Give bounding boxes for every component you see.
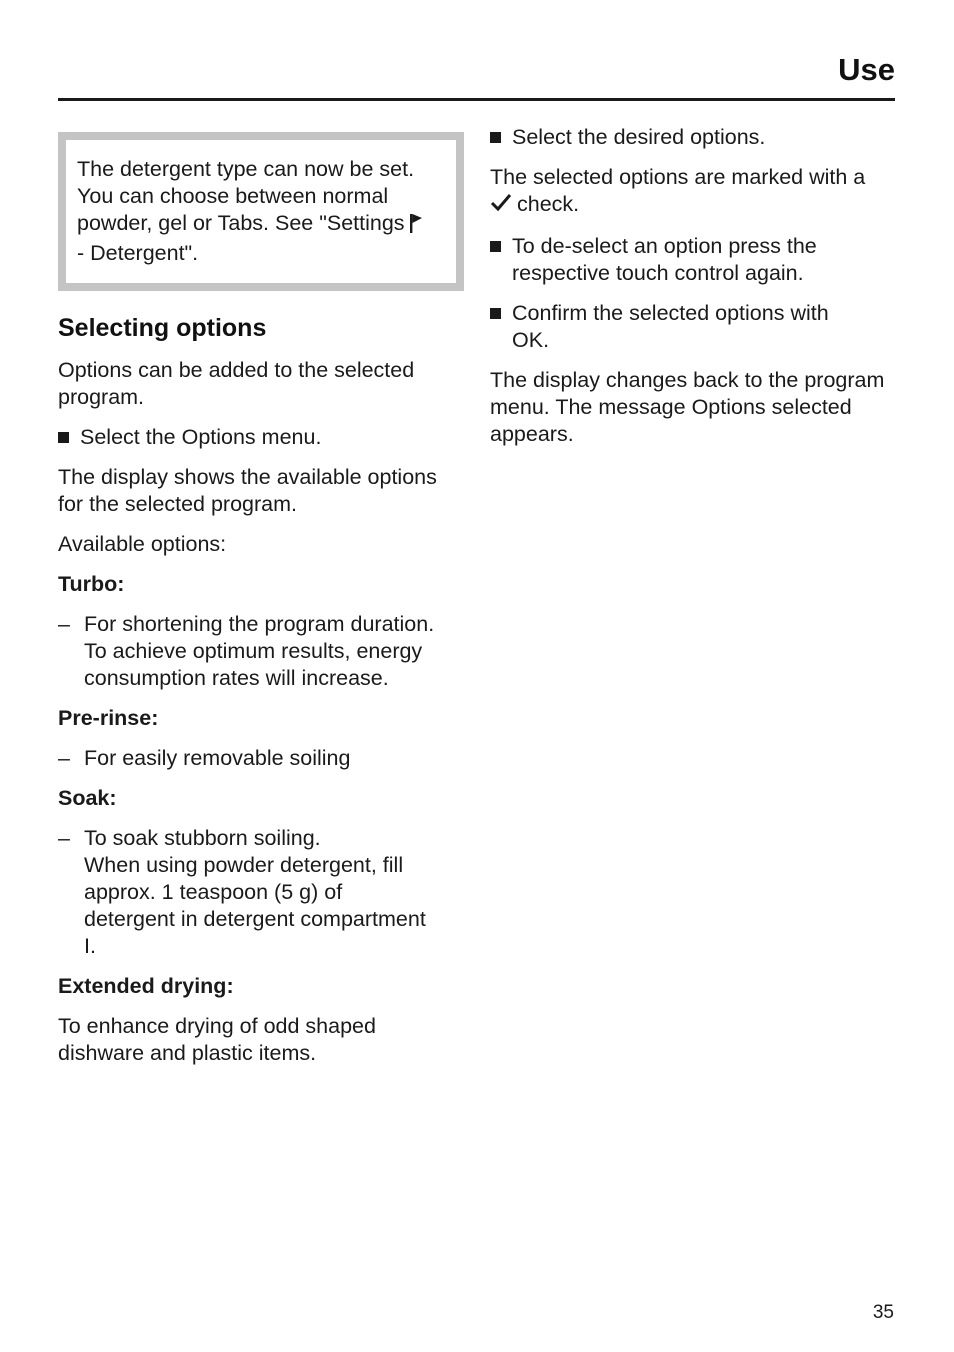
step-deselect-option: To de-select an option press the respective touch control again. <box>490 233 900 287</box>
option-turbo-title: Turbo: <box>58 572 125 596</box>
display-changes-text: The display changes back to the program menu. The message Options selected appears. <box>490 368 885 446</box>
square-bullet-icon <box>490 308 501 319</box>
step-select-desired-options: Select the desired options. <box>490 124 900 151</box>
note-box <box>58 132 464 291</box>
step-confirm-options: Confirm the selected options with OK. <box>490 300 900 354</box>
option-prerinse-desc: – For easily removable soiling <box>58 746 351 770</box>
square-bullet-icon <box>490 241 501 252</box>
option-soak-desc: – To soak stubborn soiling. When using powder detergent, fill approx. 1 teaspoon (5 g) of detergent in detergent compartment I. <box>58 826 426 958</box>
option-turbo-desc: – For shortening the program duration. To achieve optimum results, energy consumption rates will increase. <box>58 612 435 690</box>
page-header-title: Use <box>838 52 895 87</box>
square-bullet-icon <box>58 432 69 443</box>
display-shows-text: The display shows the available options for the selected program. <box>58 465 437 516</box>
section-heading: Selecting options <box>58 314 267 342</box>
option-prerinse-title: Pre-rinse: <box>58 706 159 730</box>
dash-marker: – <box>58 826 70 850</box>
left-column <box>58 132 464 1080</box>
option-soak-title: Soak: <box>58 786 117 810</box>
settings-flag-icon <box>409 213 423 240</box>
header-divider <box>58 98 895 101</box>
step-select-options-menu: Select the Options menu. <box>58 424 464 451</box>
marked-with-check-text: The selected options are marked with a check. <box>490 164 900 220</box>
square-bullet-icon <box>490 132 501 143</box>
check-mark-icon <box>490 193 512 220</box>
option-extended-drying-desc: To enhance drying of odd shaped dishware and plastic items. <box>58 1014 376 1065</box>
dash-marker: – <box>58 746 70 770</box>
page-number: 35 <box>872 1302 894 1323</box>
right-column <box>490 124 900 461</box>
option-extended-drying-title: Extended drying: <box>58 974 234 998</box>
note-text-after-icon: - Detergent". <box>77 241 199 265</box>
dash-marker: – <box>58 612 70 636</box>
available-options-label: Available options: <box>58 532 227 556</box>
note-text-main: The detergent type can now be set. You can choose between normal powder, gel or Tabs. See "Settings <box>77 157 415 235</box>
intro-text: Options can be added to the selected program. <box>58 358 415 409</box>
note-text <box>77 156 442 267</box>
